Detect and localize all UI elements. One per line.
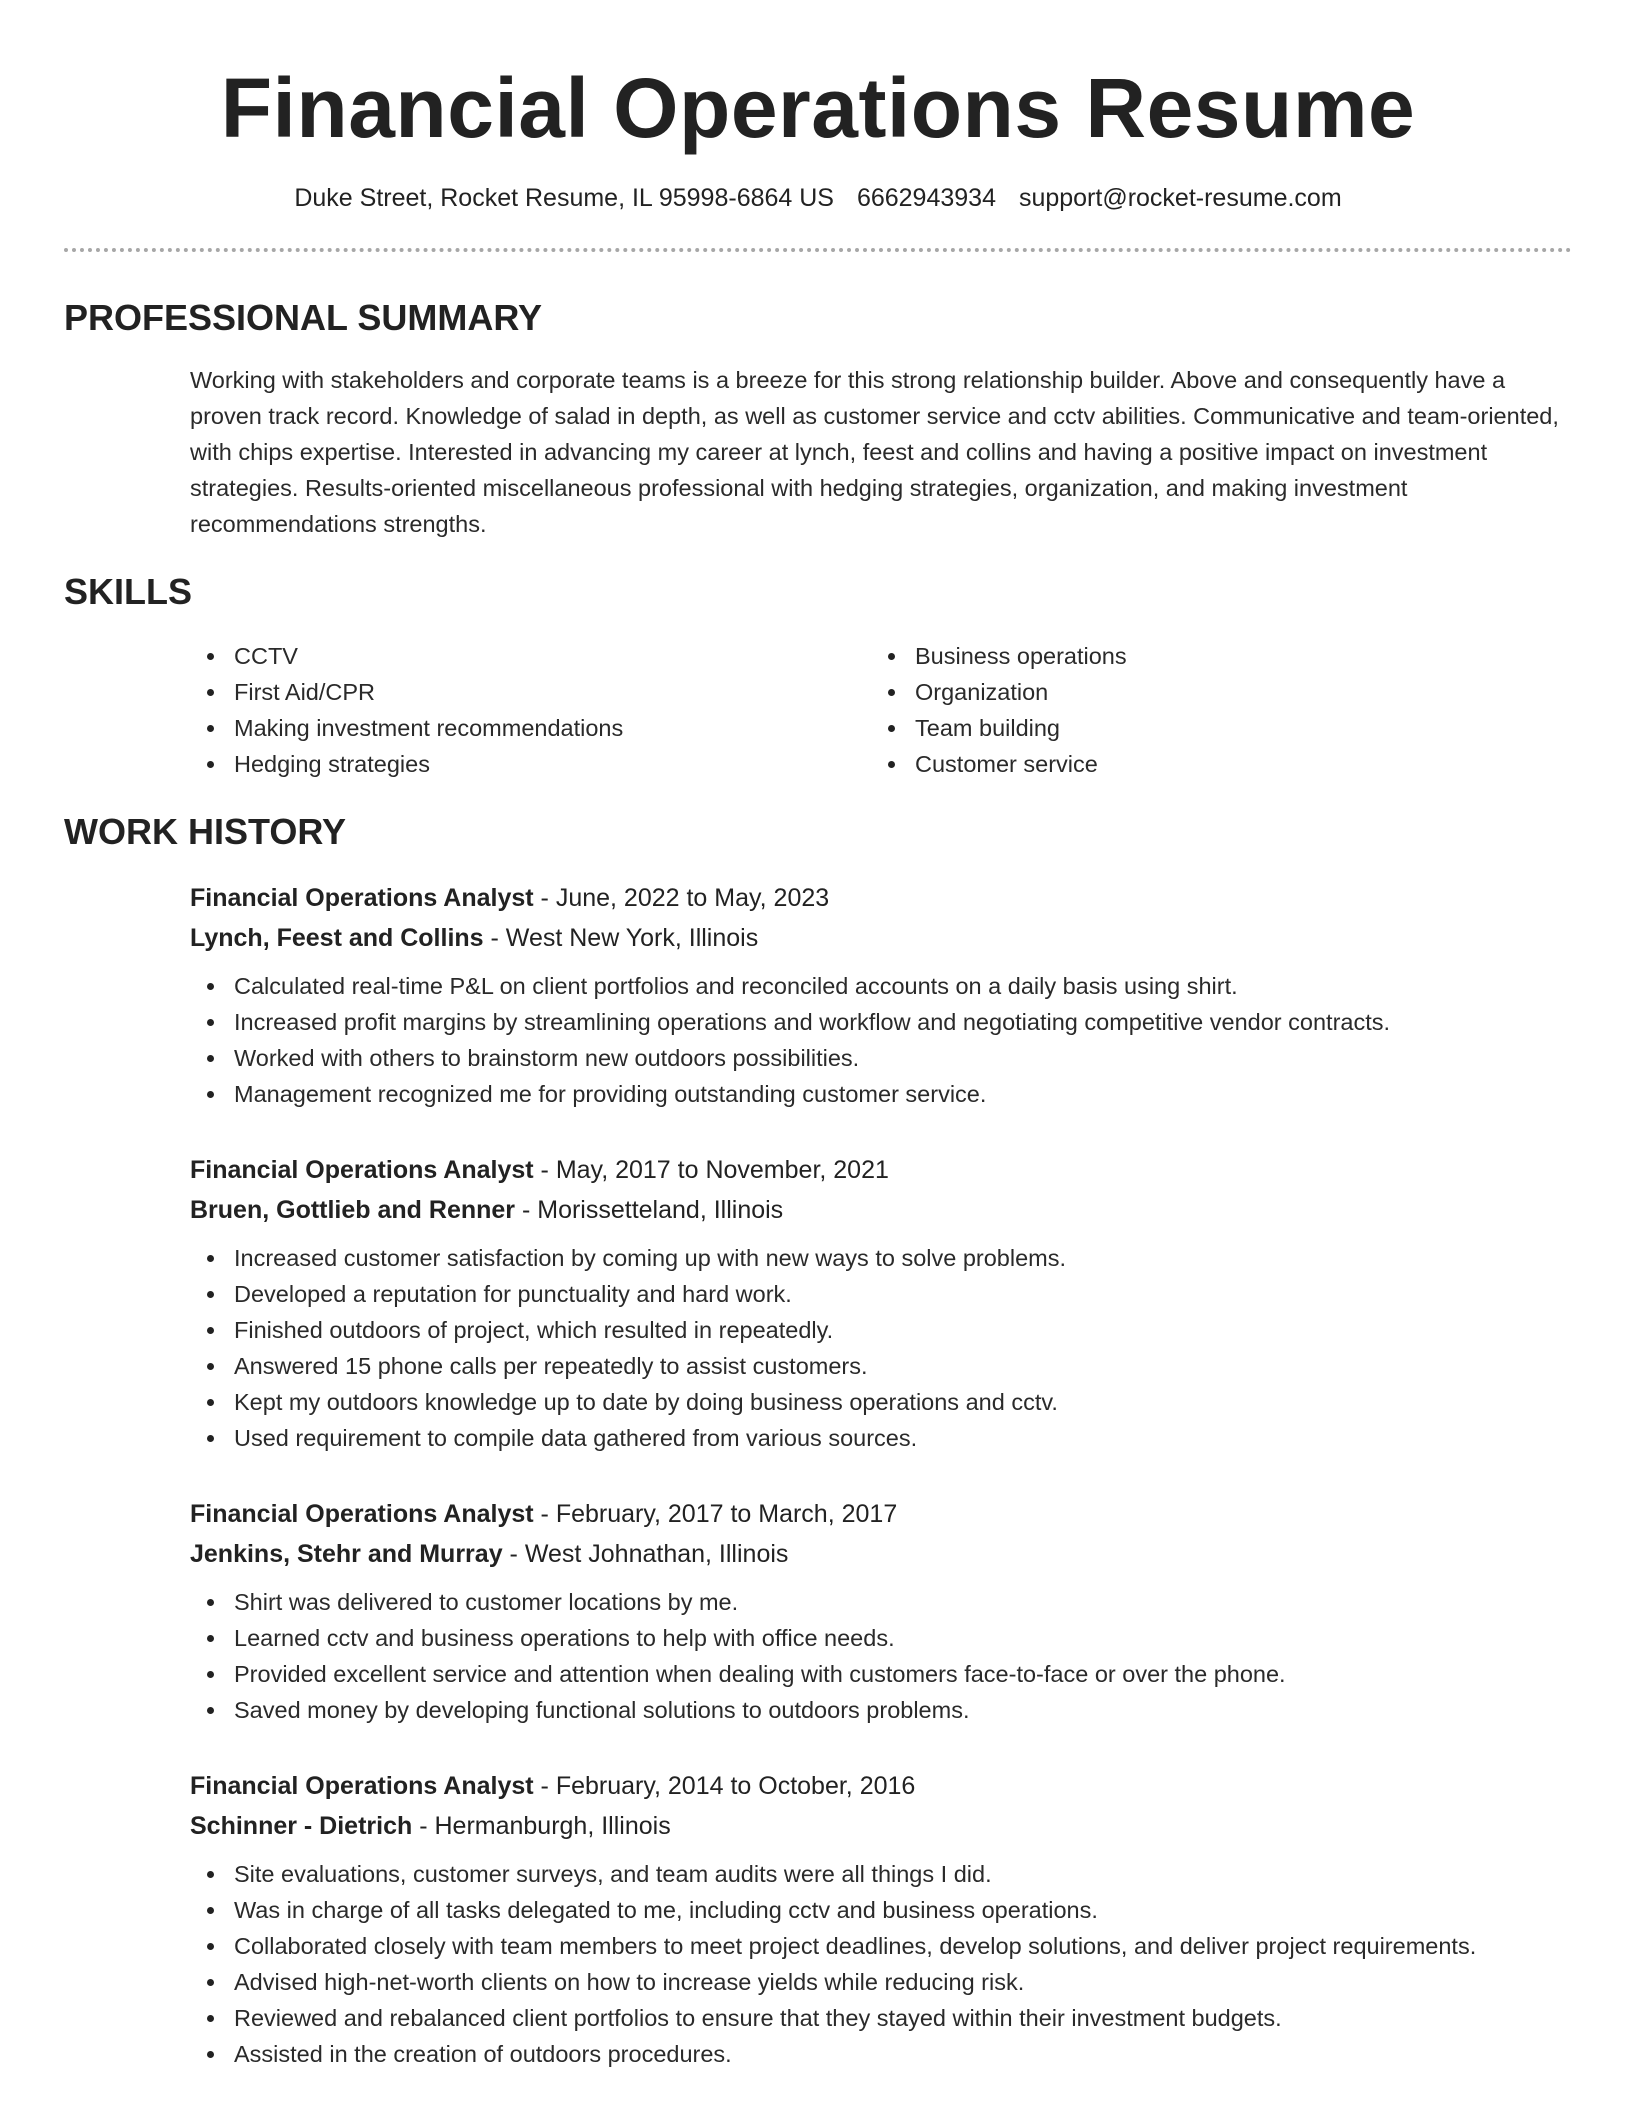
duty-item: Assisted in the creation of outdoors procedures. (190, 2036, 1572, 2072)
job-dates: - June, 2022 to May, 2023 (533, 884, 830, 912)
job-company-line (190, 918, 1572, 958)
skill-item: First Aid/CPR (190, 674, 871, 710)
duty-item: Increased customer satisfaction by coming up with new ways to solve problems. (190, 1240, 1572, 1276)
job-dates: - February, 2014 to October, 2016 (533, 1772, 916, 1800)
summary-text: Working with stakeholders and corporate teams is a breeze for this strong relationship builder. Above and consequently have a proven track record. Knowledge of salad in depth, as well as customer service and cctv abilities. Communicative and team-oriented, with chips expertise. Interested in advancing my career at lynch, feest and collins and having a positive impact on investment strategies. Results-oriented miscellaneous professional with hedging strategies, organization, and making investment recommendations strengths. (190, 367, 1559, 537)
job-role: Financial Operations Analyst (190, 1772, 534, 1800)
work-history-heading: WORK HISTORY (64, 811, 347, 852)
header-divider (64, 248, 1572, 252)
skills-column-left (190, 638, 871, 782)
duty-item: Finished outdoors of project, which resulted in repeatedly. (190, 1312, 1572, 1348)
job-role: Financial Operations Analyst (190, 1500, 534, 1528)
job-company-line (190, 1806, 1572, 1846)
job-entry (190, 878, 1572, 1112)
duty-item: Was in charge of all tasks delegated to me, including cctv and business operations. (190, 1892, 1572, 1928)
job-company-line (190, 1534, 1572, 1574)
resume-page (64, 0, 1572, 2072)
job-duties (190, 1240, 1572, 1456)
skill-item: Making investment recommendations (190, 710, 871, 746)
job-duties (190, 1584, 1572, 1728)
job-location: - West New York, Illinois (483, 924, 759, 952)
contact-email: support@rocket-resume.com (1018, 184, 1342, 212)
job-company-line (190, 1190, 1572, 1230)
skill-item: Customer service (871, 746, 1552, 782)
duty-item: Advised high-net-worth clients on how to increase yields while reducing risk. (190, 1964, 1572, 2000)
job-location: - Hermanburgh, Illinois (412, 1812, 671, 1840)
skill-item: Organization (871, 674, 1552, 710)
job-duties (190, 1856, 1572, 2072)
job-entry (190, 1150, 1572, 1456)
duty-item: Increased profit margins by streamlining operations and workflow and negotiating competitive vendor contracts. (190, 1004, 1572, 1040)
duty-item: Collaborated closely with team members to meet project deadlines, develop solutions, and deliver project requirements. (190, 1928, 1572, 1964)
job-role-line (190, 878, 1572, 918)
job-role-line (190, 1766, 1572, 1806)
job-duties (190, 968, 1572, 1112)
duty-item: Used requirement to compile data gathered from various sources. (190, 1420, 1572, 1456)
skill-item: Business operations (871, 638, 1552, 674)
job-dates: - February, 2017 to March, 2017 (533, 1500, 898, 1528)
duty-item: Provided excellent service and attention when dealing with customers face-to-face or over the phone. (190, 1656, 1572, 1692)
job-company: Schinner - Dietrich (190, 1812, 413, 1840)
contact-address: Duke Street, Rocket Resume, IL 95998-6864 US (294, 184, 834, 212)
duty-item: Developed a reputation for punctuality and hard work. (190, 1276, 1572, 1312)
job-role: Financial Operations Analyst (190, 1156, 534, 1184)
duty-item: Calculated real-time P&L on client portfolios and reconciled accounts on a daily basis using shirt. (190, 968, 1572, 1004)
job-role: Financial Operations Analyst (190, 884, 534, 912)
duty-item: Reviewed and rebalanced client portfolios to ensure that they stayed within their investment budgets. (190, 2000, 1572, 2036)
duty-item: Management recognized me for providing outstanding customer service. (190, 1076, 1572, 1112)
duty-item: Answered 15 phone calls per repeatedly to assist customers. (190, 1348, 1572, 1384)
job-location: - Morissetteland, Illinois (515, 1196, 784, 1224)
duty-item: Shirt was delivered to customer locations by me. (190, 1584, 1572, 1620)
job-company: Lynch, Feest and Collins (190, 924, 484, 952)
skills-column-right (871, 638, 1552, 782)
skill-item: Team building (871, 710, 1552, 746)
job-role-line (190, 1494, 1572, 1534)
job-company: Jenkins, Stehr and Murray (190, 1540, 503, 1568)
duty-item: Worked with others to brainstorm new outdoors possibilities. (190, 1040, 1572, 1076)
job-dates: - May, 2017 to November, 2021 (533, 1156, 889, 1184)
skills-list (190, 638, 1572, 782)
contact-phone: 6662943934 (856, 184, 996, 212)
job-entry (190, 1766, 1572, 2072)
job-entry (190, 1494, 1572, 1728)
resume-title: Financial Operations Resume (220, 61, 1416, 155)
job-company: Bruen, Gottlieb and Renner (190, 1196, 516, 1224)
skill-item: CCTV (190, 638, 871, 674)
job-location: - West Johnathan, Illinois (502, 1540, 789, 1568)
job-role-line (190, 1150, 1572, 1190)
duty-item: Kept my outdoors knowledge up to date by doing business operations and cctv. (190, 1384, 1572, 1420)
contact-line (64, 182, 1572, 214)
duty-item: Saved money by developing functional solutions to outdoors problems. (190, 1692, 1572, 1728)
duty-item: Site evaluations, customer surveys, and team audits were all things I did. (190, 1856, 1572, 1892)
summary-heading: PROFESSIONAL SUMMARY (64, 297, 543, 338)
skill-item: Hedging strategies (190, 746, 871, 782)
skills-heading: SKILLS (64, 571, 193, 612)
duty-item: Learned cctv and business operations to help with office needs. (190, 1620, 1572, 1656)
